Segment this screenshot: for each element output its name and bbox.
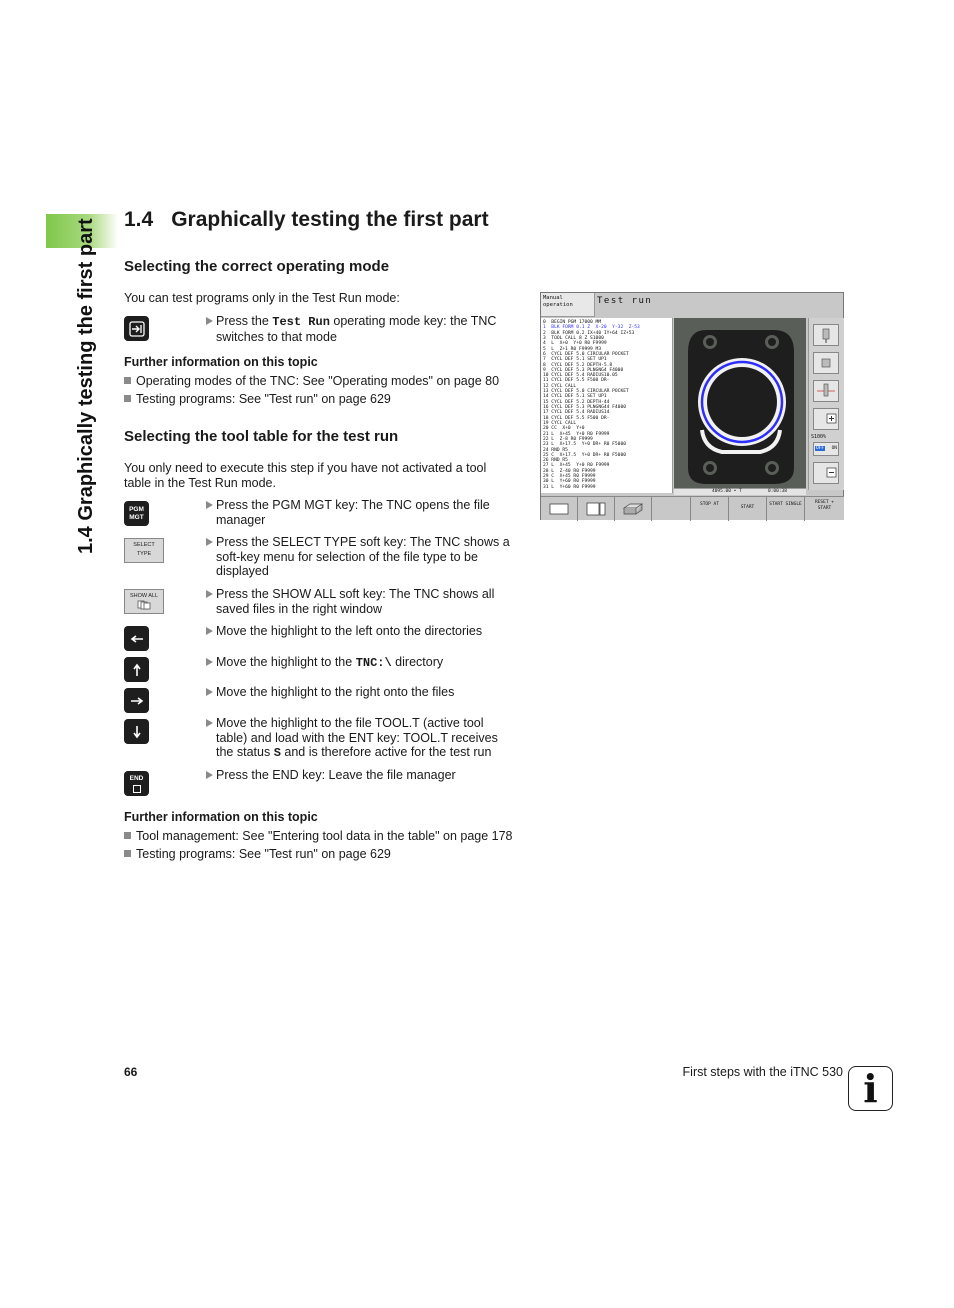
program-line: 12 CYCL CALL [543, 383, 577, 389]
program-line: 14 CYCL DEF 5.1 SET UP1 [543, 394, 607, 400]
info-icon: i [848, 1066, 893, 1111]
softkey-empty [652, 497, 691, 521]
softkey-graphic-1[interactable] [541, 497, 578, 521]
bullet-tool-management: Tool management: See "Entering tool data in the table" on page 178 [124, 829, 513, 843]
status-s-code: S [273, 746, 281, 760]
program-line: 10 CYCL DEF 5.4 RADIUS10.05 [543, 373, 618, 379]
arrow-right-key-icon [124, 688, 149, 713]
tnc-directory-code: TNC:\ [355, 656, 392, 670]
end-key-icon: END [124, 771, 149, 796]
override-minus-button[interactable] [813, 462, 839, 484]
subsection-title-tool-table: Selecting the tool table for the test run [124, 428, 399, 445]
softkey-graphic-3[interactable] [615, 497, 652, 521]
s100-label: S100% [811, 434, 827, 440]
graphic-window [674, 318, 806, 490]
section-title: Graphically testing the first part [171, 208, 489, 231]
view-softkey-2[interactable] [813, 352, 839, 374]
program-line: 7 CYCL DEF 5.1 SET UP1 [543, 357, 607, 363]
program-line: 18 CYCL DEF 5.5 F500 DR- [543, 415, 610, 421]
program-line: 27 L X+45 Y+0 R0 F9999 [543, 463, 610, 469]
step-select-type: Press the SELECT TYPE soft key: The TNC shows a soft-key menu for selection of the file type to be displayed [204, 535, 516, 579]
show-all-softkey-icon: SHOW ALL [124, 589, 164, 614]
softkey-reset-start[interactable]: RESET + START [815, 500, 834, 511]
program-line: 28 L Z-40 R0 F9999 [543, 468, 596, 474]
program-line: 29 C X+45 R0 F9999 [543, 474, 596, 480]
program-line: 0 BEGIN PGM 17000 MM [543, 320, 602, 325]
program-line: 26 RND R5 [543, 458, 568, 464]
step-test-run: Press the Test Run operating mode key: the TNC switches to that mode [204, 314, 516, 344]
bullet-operating-modes: Operating modes of the TNC: See "Operating modes" on page 80 [124, 374, 499, 388]
program-line: 9 CYCL DEF 5.3 PLNGNG4 F4000 [543, 367, 624, 373]
page-number: 66 [124, 1065, 138, 1079]
program-line: 6 CYCL DEF 5.0 CIRCULAR POCKET [543, 351, 629, 357]
program-line: 30 L Y+60 R0 F9999 [543, 479, 596, 485]
status-bar [674, 488, 806, 495]
program-line: 20 CC X+0 Y+0 [543, 426, 585, 432]
step-arrow-right: Move the highlight to the right onto the files [204, 685, 516, 700]
program-line: 23 L X+17.5 Y+0 DR+ R0 F5000 [543, 442, 626, 448]
program-line: 13 CYCL DEF 5.0 CIRCULAR POCKET [543, 389, 629, 395]
tnc-screenshot [540, 292, 844, 520]
footer-text: First steps with the iTNC 530 [682, 1065, 843, 1079]
operating-mode-intro: You can test programs only in the Test Run mode: [124, 291, 400, 305]
tool-table-intro: You only need to execute this step if you have not activated a tool table in the Test Run mode. [124, 461, 487, 490]
program-listing [541, 318, 673, 493]
further-info-title-1: Further information on this topic [124, 355, 318, 369]
softkey-stop-at[interactable]: STOP AT [691, 497, 729, 521]
test-run-title: Test run [597, 296, 653, 306]
program-line: 21 L X+45 Y+0 R0 F9999 [543, 431, 610, 437]
softkey-start[interactable]: START [729, 497, 767, 521]
override-plus-button[interactable] [813, 408, 839, 430]
side-chapter-title: 1.4 Graphically testing the first part [75, 218, 97, 554]
select-type-softkey-icon: SELECT TYPE [124, 538, 164, 563]
section-heading [124, 208, 489, 232]
view-softkey-1[interactable] [813, 324, 839, 346]
program-line: 19 CYCL CALL [543, 420, 577, 426]
softkey-bar [541, 496, 844, 520]
program-line: 31 L Y+60 R0 F9999 [543, 484, 596, 490]
arrow-down-key-icon [124, 719, 149, 744]
status-value: 4095.00 • T [712, 489, 742, 494]
program-line: 5 L Z+1 R0 F9999 M3 [543, 346, 602, 352]
step-arrow-up: Move the highlight to the TNC:\ directory [204, 655, 516, 671]
softkey-graphic-2[interactable] [578, 497, 615, 521]
arrow-up-key-icon [124, 657, 149, 682]
section-number: 1.4 [124, 208, 154, 231]
program-line: 15 CYCL DEF 5.2 DEPTH-44 [543, 399, 610, 405]
view-softkey-3[interactable] [813, 380, 839, 402]
program-line: 22 L Z-8 R0 F9999 [543, 436, 593, 442]
bullet-testing-programs-2: Testing programs: See "Test run" on page 629 [124, 847, 391, 861]
bullet-testing-programs-1: Testing programs: See "Test run" on page 629 [124, 392, 391, 406]
test-run-key-icon [124, 316, 149, 341]
softkey-start-single[interactable]: START SINGLE [767, 497, 805, 521]
status-time: 0:00:38 [768, 489, 787, 494]
mode-label-box: Manual operation [541, 293, 595, 317]
override-toggle[interactable]: OFF ON [813, 442, 839, 456]
step-end: Press the END key: Leave the file manager [204, 768, 516, 783]
pgm-mgt-key-icon: PGM MGT [124, 501, 149, 526]
program-line: 16 CYCL DEF 5.3 PLNGNG44 F4000 [543, 405, 626, 410]
test-run-code: Test Run [272, 315, 330, 329]
program-line: 1 BLK FORM 0.1 Z X-20 Y-32 Z-53 [543, 325, 640, 331]
step-arrow-down: Move the highlight to the file TOOL.T (active tool table) and load with the ENT key: TOOL.T receives the status S and is therefore active for the test run [204, 716, 516, 761]
program-line: 17 CYCL DEF 5.4 RADIUS14 [543, 410, 610, 416]
step-arrow-left: Move the highlight to the left onto the directories [204, 624, 516, 639]
program-line: 11 CYCL DEF 5.5 F500 DR- [543, 378, 610, 384]
arrow-left-key-icon [124, 626, 149, 651]
further-info-title-2: Further information on this topic [124, 810, 318, 824]
right-side-panel [808, 318, 844, 490]
subsection-title-operating-mode: Selecting the correct operating mode [124, 258, 390, 275]
program-line: 3 TOOL CALL 8 Z S1000 [543, 335, 604, 341]
step-pgm-mgt: Press the PGM MGT key: The TNC opens the file manager [204, 498, 516, 527]
program-line: 24 RND R5 [543, 447, 568, 453]
program-line: 8 CYCL DEF 5.2 DEPTH-5.8 [543, 362, 613, 368]
program-line: 4 L X+0 Y+0 R0 F9999 [543, 341, 607, 347]
step-show-all: Press the SHOW ALL soft key: The TNC shows all saved files in the right window [204, 587, 516, 616]
workpiece-graphic [674, 318, 806, 490]
program-line: 25 C X+17.5 Y+0 DR+ R0 F5000 [543, 452, 626, 458]
program-line: 2 BLK FORM 0.2 IX+40 IY+64 IZ+53 [543, 330, 635, 336]
